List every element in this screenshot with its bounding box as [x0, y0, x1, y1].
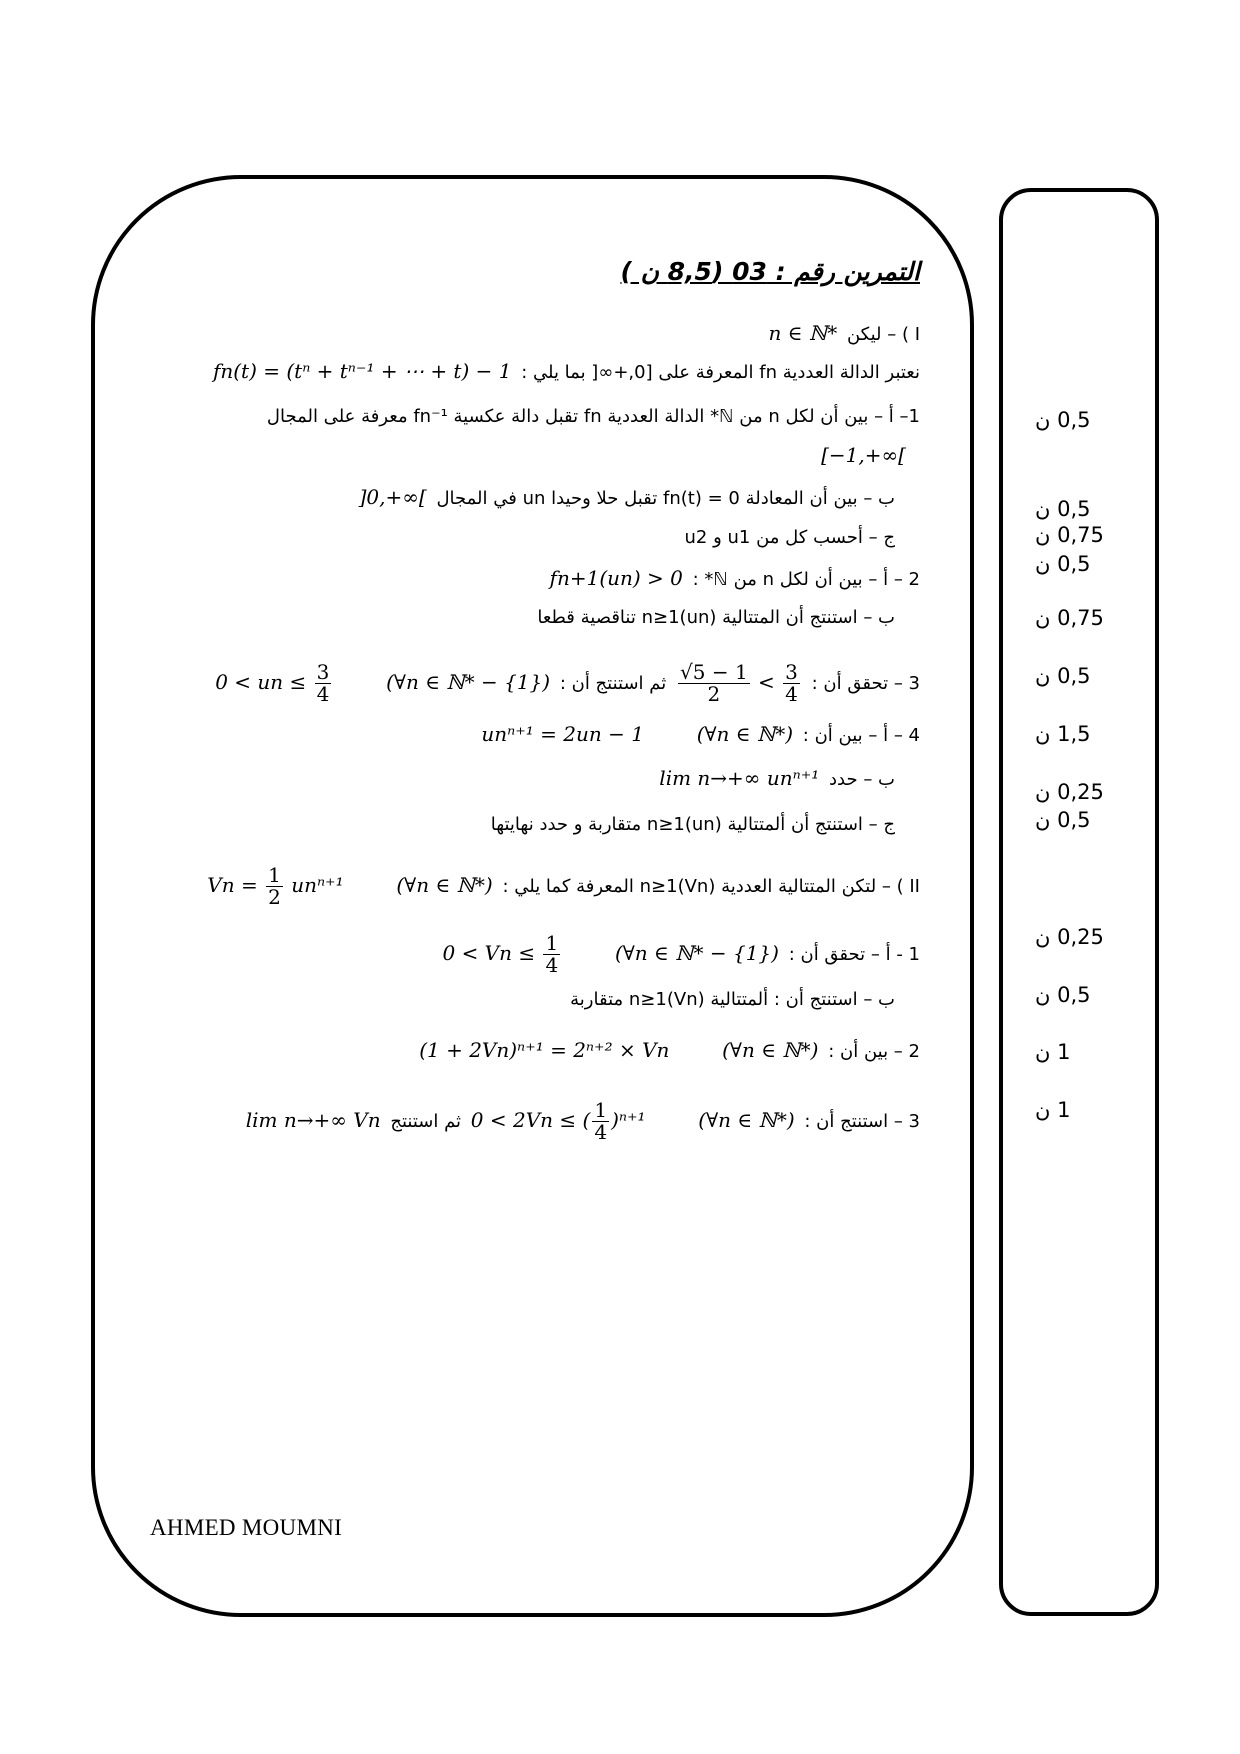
question-2a: 2 – أ – بين أن لكل n من ℕ* : fn+1(un) > 0	[549, 566, 920, 590]
question-4c: ج – استنتج أن ألمتتالية (un)n≥1 متقاربة و حدد نهايتها	[490, 814, 895, 835]
question-1a: 1– أ – بين أن لكل n من ℕ* الدالة العددية fn تقبل دالة عكسية fn⁻¹ معرفة على المجال	[266, 406, 920, 427]
points-q2b: 0,75 ن	[1035, 606, 1104, 630]
question-1b: ب – بين أن المعادلة fn(t) = 0 تقبل حلا وحيدا un في المجال ]0,+∞[	[358, 485, 895, 509]
points-q4a: 1,5 ن	[1035, 722, 1091, 746]
sqrt-inequality: $\frac{√5 - 1}{2}$ < $\frac{3}{4}$	[680, 660, 798, 706]
points-p2-q1b: 0,5 ن	[1035, 983, 1091, 1007]
function-definition: نعتبر الدالة العددية fn المعرفة على [0,+∞[ بما يلي : fn(t) = (tⁿ + tⁿ⁻¹ + ⋯ + t) − 1	[212, 359, 920, 383]
points-q1b: 0,5 ن	[1035, 497, 1091, 521]
part2-question-3: 3 – استنتج أن : 0 < 2Vn ≤ ( $\frac{1}{4}$ )ⁿ⁺¹ (∀n ∈ ℕ*) ثم استنتج lim n→+∞ Vn	[245, 1098, 920, 1144]
part2-question-1a: 1 - أ – تحقق أن : 0 < Vn ≤ $\frac{1}{4}$ (∀n ∈ ℕ* − {1})	[442, 931, 920, 977]
part2-question-2: 2 – بين أن : (1 + 2Vn)ⁿ⁺¹ = 2ⁿ⁺² × Vn (∀n ∈ ℕ*)	[419, 1038, 920, 1062]
author-name: AHMED MOUMNI	[150, 1515, 343, 1540]
points-p2-q2: 1 ن	[1035, 1040, 1071, 1064]
points-q4b: 0,25 ن	[1035, 780, 1104, 804]
question-1a-interval: [−1,+∞[	[821, 443, 906, 467]
points-q3: 0,5 ن	[1035, 664, 1091, 688]
points-q4c: 0,5 ن	[1035, 808, 1091, 832]
points-q1c: 0,75 ن	[1035, 523, 1104, 547]
question-2b: ب – استنتج أن المتتالية (un)n≥1 تناقصية قطعا	[537, 607, 895, 628]
exercise-title: التمرين رقم : 03 (8,5 ن )	[620, 257, 920, 286]
part2-question-1b: ب – استنتج أن : ألمتتالية (Vn)n≥1 متقاربة	[570, 989, 895, 1010]
points-p2-q3: 1 ن	[1035, 1098, 1071, 1122]
bound-inequality: 0 < un ≤ $\frac{3}{4}$ (∀n ∈ ℕ* − {1})	[215, 660, 551, 706]
part1-intro: I ) – ليكن n ∈ ℕ*	[768, 321, 920, 345]
question-4b: ب – حدد lim n→+∞ unⁿ⁺¹	[659, 766, 895, 790]
question-4a: 4 – أ – بين أن : unⁿ⁺¹ = 2un − 1 (∀n ∈ ℕ*)	[481, 722, 920, 746]
question-1c: ج – أحسب كل من u1 و u2	[684, 527, 895, 548]
points-column-frame	[999, 188, 1159, 1616]
points-q1a: 0,5 ن	[1035, 408, 1091, 432]
part2-intro: II ) – لتكن المتتالية العددية (Vn)n≥1 المعرفة كما يلي : Vn = $\frac{1}{2}$ unⁿ⁺¹ (∀n ∈ ℕ*)	[207, 863, 920, 909]
question-3: 3 – تحقق أن : $\frac{√5 - 1}{2}$ < $\frac{3}{4}$ ثم استنتج أن : 0 < un ≤ $\frac{3}{4}$ (∀n ∈ ℕ* − {1})	[211, 662, 920, 705]
points-q2a: 0,5 ن	[1035, 552, 1091, 576]
points-p2-q1a: 0,25 ن	[1035, 925, 1104, 949]
